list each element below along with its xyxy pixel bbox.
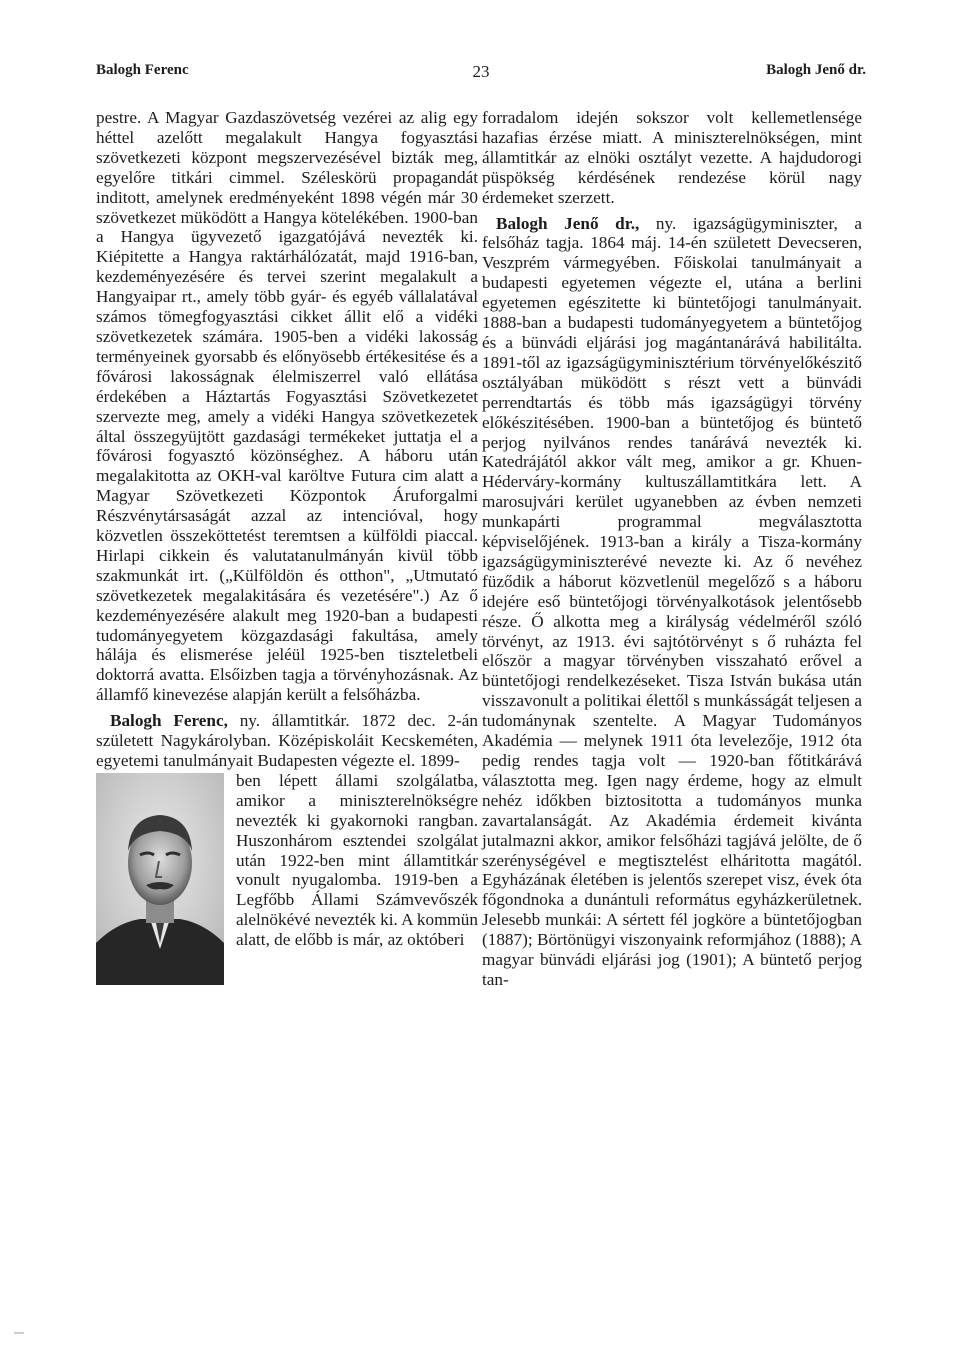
right-column <box>482 108 862 990</box>
header-right-name: Balogh Jenő dr. <box>766 62 866 78</box>
entry-text-balogh-ferenc: ny. államtitkár. 1872 dec. 2-án született Nagykárolyban. Középiskoláit Kecskeméten, egyetemi tanulmányait Budapesten végezte el. 1899- <box>96 711 479 770</box>
corner-mark <box>14 1330 24 1336</box>
left-paragraph-1: pestre. A Magyar Gazdaszövetség vezérei az alig egy héttel azelőtt megalakult Hangya fogyasztási szövetkezeti központ megszervezésével bizták meg, egyelőre titkári cimmel. Széleskörü propagandát inditott, amelynek eredményeként 1898 végén már 30 szövetkezet müködött a Hangya kötelékében. 1900-ban a Hangya ügyvezető igazgatójává nevezték ki. Kiépitette a Hangya raktárhálózatát, majd 1916-ban, kezdeményezésére és tervei szerint megalakult a Hangyaipar rt., amely több gyár- és egyéb vállalatával számos tömegfogyasztási cikket állit elő a vidéki szövetkezetek számára. 1905-ben a vidéki lakosság terményeinek gyorsabb és előnyösebb értékesitése és a fővárosi lakosságnak élelmiszerrel való ellátása érdekében a Háztartás Fogyasztási Szövetkezetet szervezte meg, amely a vidéki Hangya szövetkezetek által összegyüjtött gazdasági termékeket juttatja el a fővárosi fogyasztó közönséghez. A háboru után megalakitotta az OKH-val karöltve Futura cim alatt a Magyar Szövetkezeti Központok Áruforgalmi Részvénytársaságát azzal az intencióval, hogy közvetlen összeköttetést teremtsen a külföldi piaccal. Hirlapi cikkein és valutatanulmányán kivül több szakmunkát irt. („Külföldön és otthon", „Utmutató szövetkezetek megalakitására és vezetésére".) Az ő kezdeményezésére alakult meg 1920-ban a budapesti tudományegyetem közgazdasági fakultása, amely hálája és elismerése jeléül 1925-ben tiszteletbeli doktorrá avatta. Elsőizben tagja a törvényhozásnak. Az államfő kinevezése alapján került a felsőházba. <box>96 108 478 705</box>
header-left-name: Balogh Ferenc <box>96 62 189 78</box>
right-paragraph-1: forradalom idején sokszor volt kellemetlensége hazafias érzése miatt. A miniszterelnökségen, mint államtitkár az elnöki osztályt vezette. A hajdudorogi püspökség kérdésének rendezése körül nagy érdemeket szerzett. <box>482 108 862 207</box>
page-number: 23 <box>472 62 490 81</box>
right-paragraph-2 <box>482 214 862 990</box>
portrait-image <box>96 773 224 985</box>
running-header <box>96 62 866 86</box>
left-paragraph-2 <box>96 711 478 771</box>
left-paragraph-2-continued: ben lépett állami szolgálatba, amikor a miniszterelnökségre nevezték ki gyakornoki rangban. Huszonhárom esztendei szolgálat után 1922-ben mint államtitkár vonult nyugalomba. 1919-ben a Legfőbb Állami Számvevőszék alelnökévé nevezték ki. A kommün alatt, de előbb is már, az októberi <box>236 770 478 950</box>
left-column <box>96 108 478 989</box>
entry-name-balogh-jeno: Balogh Jenő dr., <box>496 213 640 233</box>
portrait-photo <box>96 773 224 985</box>
entry-text-balogh-jeno: ny. igazságügyminiszter, a felsőház tagja. 1864 máj. 14-én született Devecseren, Veszprém vármegyében. Főiskolai tanulmányait a budapesti egyetemen végezte el, utána a berlini egyetemen egészitette ki büntetőjogi tanulmányait. 1888-ban a budapesti tudományegyetem a büntetőjog és a bünvádi eljárási jog magántanárává habilitálta. 1891-től az igazságügyminisztérium törvényelőkészitő osztályában müködött s részt vett a bünvádi perrendtartás és több más igazságügyi törvény előkészitésében. 1900-ban a büntetőjog és büntető perjog nyilvános rendes tanárává nevezték ki. Katedrájától akkor vált meg, amikor a gr. Khuen-Héderváry-kormány kultuszállamtitkára lett. A marosujvári kerület ugyanebben az évben nemzeti munkapárti programmal megválasztotta képviselőjének. 1913-ban a király a Tisza-kormány igazságügyminiszterévé nevezte ki. Az ő nevéhez füződik a háborut közvetlenül megelőző s a háboru idejére eső büntetőjogi törvényalkotások jelentősebb része. Ő alkotta meg a királyság védelméről szóló törvényt, az 1913. évi sajtótörvényt s ő ruházta fel először a magyar törvényben visszaható erővel a büntetőjogi rendelkezéseket. Tisza István bukása után visszavonult a politikai élettől s munkásságát teljesen a tudománynak szentelte. A Magyar Tudományos Akadémia — melynek 1911 óta levelezője, 1912 óta pedig rendes tagja volt — 1920-ban főtitkárává választotta meg. Igen nagy érdeme, hogy az elmult nehéz időkben biztositotta a tudományos munka zavartalanságát. Az Akadémia érdemeit kivánta jutalmazni akkor, amikor felsőházi tagjává jelölte, de ő szerénységével e megtisztelést elháritotta magától. Egyházának életében is jelentős szerepet visz, évek óta főgondnoka a dunántuli református egyházkerületnek. Jelesebb munkái: A sértett fél jogköre a büntetőjogban (1887); Börtönügyi viszonyaink reformjához (1888); A magyar bünvádi eljárási jog (1901); A büntető perjog tan- <box>482 213 862 989</box>
entry-name-balogh-ferenc: Balogh Ferenc, <box>110 711 228 731</box>
left-paragraph-2-wrap <box>96 771 478 950</box>
